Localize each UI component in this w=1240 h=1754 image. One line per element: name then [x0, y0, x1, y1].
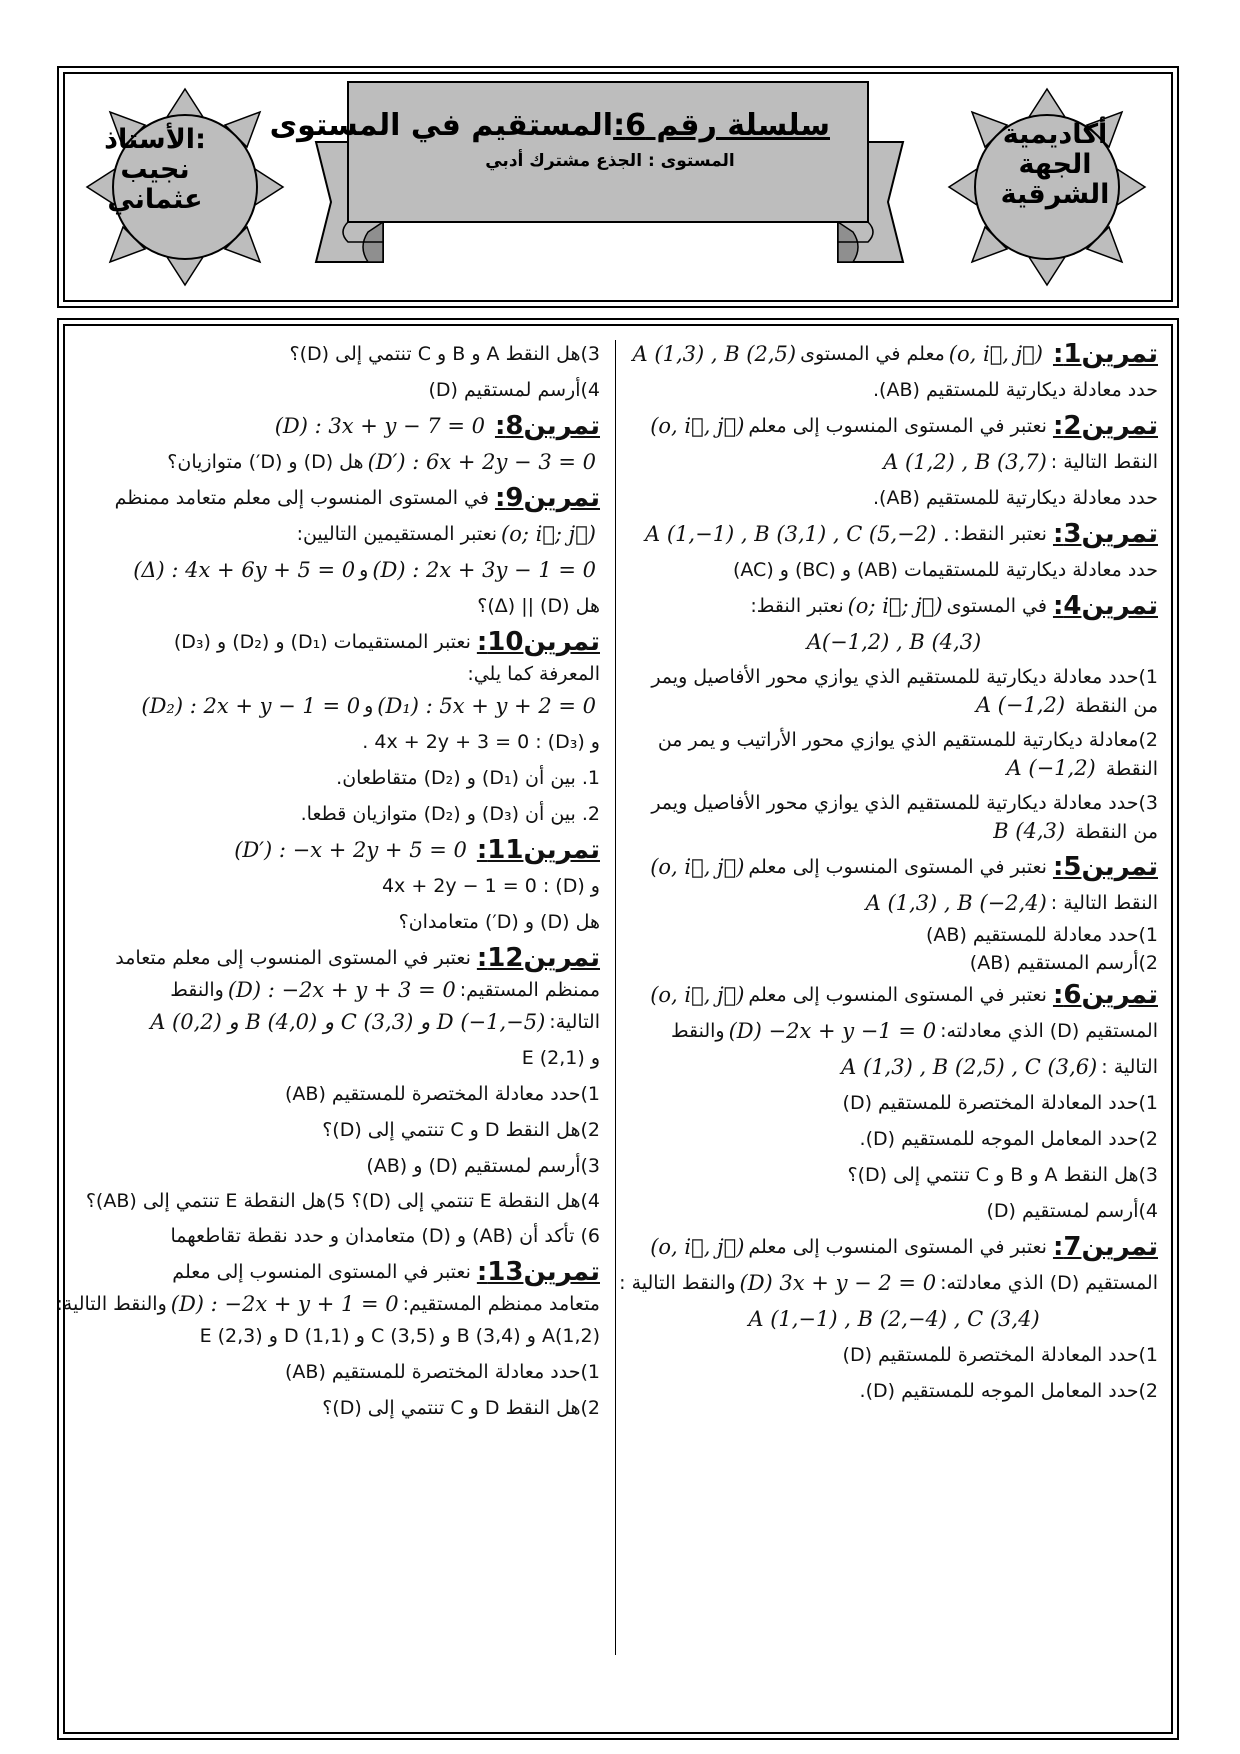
ex13-line1: تمرين13: نعتبر في المستوى المنسوب إلى معلم [172, 1257, 600, 1287]
ex6-q4: 4)أرسم لمستقيم (D) [986, 1200, 1158, 1222]
ex8-line1: تمرين8: (D) : 3x + y − 7 = 0 [274, 411, 600, 441]
ex12-line1: تمرين12: نعتبر في المستوى المنسوب إلى معلم متعامد [115, 943, 600, 973]
column-divider [615, 340, 616, 1655]
ex7-line3: A (1,−1) , B (2,−4) , C (3,4) [748, 1307, 1040, 1331]
ex13-label: تمرين13: [476, 1257, 600, 1287]
ex6-q3: 3)هل النقط A و B و C تنتمي إلى (D)؟ [847, 1164, 1158, 1186]
academy-label: أكاديمية الجهة الشرقية [1000, 119, 1110, 210]
ex12-q4: 4)هل النقطة E تنتمي إلى (D)؟ 5)هل النقطة E تنتمي إلى (AB)؟ [85, 1190, 600, 1212]
ex6-q1: 1)حدد المعادلة المختصرة للمستقيم (D) [842, 1092, 1158, 1114]
ex5-q1: 1)حدد معادلة للمستقيم (AB) [926, 924, 1158, 946]
ex12-q1: 1)حدد معادلة المختصرة للمستقيم (AB) [285, 1083, 600, 1105]
series-title: سلسلة رقم 6:المستقيم في المستوى [269, 108, 830, 143]
ex6-q2: 2)حدد المعامل الموجه للمستقيم (D). [859, 1128, 1158, 1150]
ex10-line1: تمرين10: نعتبر المستقيمات (D₁) و (D₂) و (D₃) [173, 627, 600, 657]
ex13-q2: 2)هل النقط D و C تنتمي إلى (D)؟ [322, 1397, 600, 1419]
ex2-label: تمرين2: [1052, 411, 1158, 441]
ex7-line1: تمرين7: نعتبر في المستوى المنسوب إلى معلم (o, i⃗, j⃗) [650, 1232, 1158, 1262]
ex12-line4: و E (2,1) [521, 1047, 600, 1069]
ex4-label: تمرين4: [1052, 591, 1158, 621]
ex12-line3: التالية: A (0,2) و B (4,0) و C (3,3) و D (−1,−5) [150, 1010, 600, 1034]
ex11-line3: هل (D) و (D′) متعامدان؟ [398, 911, 600, 933]
ex13-q1: 1)حدد معادلة المختصرة للمستقيم (AB) [285, 1361, 600, 1383]
ex4-q1: 1)حدد معادلة ديكارتية للمستقيم الذي يوازي محور الأفاصيل ويمر من النقطة A (−1,2) [651, 666, 1158, 717]
ex7-line2: المستقيم (D) الذي معادلته: (D) 3x + y − 2 = 0 والنقط التالية : [619, 1271, 1158, 1295]
ex11-line1: تمرين11: (D′) : −x + 2y + 5 = 0 [234, 835, 600, 865]
ex1-line2: حدد معادلة ديكارتية للمستقيم (AB). [873, 379, 1158, 401]
ex6-line2: المستقيم (D) الذي معادلته: (D) −2x + y −1 = 0 والنقط [670, 1019, 1158, 1043]
ex7-q4: 4)أرسم لمستقيم (D) [428, 379, 600, 401]
ex4-line2: A(−1,2) , B (4,3) [806, 630, 982, 654]
ex4-q2: 2)معادلة ديكارتية للمستقيم الذي يوازي محور الأراتيب و يمر من النقطة A (−1,2) [657, 729, 1158, 780]
ex6-line1: تمرين6: نعتبر في المستوى المنسوب إلى معلم (o, i⃗, j⃗) [650, 980, 1158, 1010]
ex4-line1: تمرين4: في المستوى (o; i⃗; j⃗) نعتبر النقط: [750, 591, 1158, 621]
ex8-label: تمرين8: [494, 411, 600, 441]
ex3-label: تمرين3: [1052, 519, 1158, 549]
ex10-line2: المعرفة كما يلي: [467, 663, 600, 685]
ex9-label: تمرين9: [494, 483, 600, 513]
ex2-line3: حدد معادلة ديكارتية للمستقيم (AB). [873, 487, 1158, 509]
left-column [56, 336, 600, 1426]
ex5-line1: تمرين5: نعتبر في المستوى المنسوب إلى معلم (o, i⃗, j⃗) [650, 852, 1158, 882]
ex10-q1: 1. بين أن (D₁) و (D₂) متقاطعان. [336, 767, 600, 789]
ex6-label: تمرين6: [1052, 980, 1158, 1010]
ex7-q1: 1)حدد المعادلة المختصرة للمستقيم (D) [842, 1344, 1158, 1366]
ex8-line2: (D′) : 6x + 2y − 3 = 0 هل (D) و (D′) متوازيان؟ [167, 450, 596, 474]
ex7-q2: 2)حدد المعامل الموجه للمستقيم (D). [859, 1380, 1158, 1402]
ex9-line3: (D) : 2x + 3y − 1 = 0 و (Δ) : 4x + 6y + 5 = 0 [133, 558, 596, 582]
ex6-line3: التالية : A (1,3) , B (2,5) , C (3,6) [841, 1055, 1158, 1079]
ex9-line2: (o; i⃗; j⃗) نعتبر المستقيمين التاليين: [296, 522, 596, 546]
ex13-line2: متعامد ممنظم المستقيم: (D) : −2x + y + 1 = 0 والنقط التالية: [56, 1292, 600, 1316]
ex3-line2: حدد معادلة ديكارتية للمستقيمات (AB) و (BC) و (AC) [732, 559, 1158, 581]
ex10-q2: 2. بين أن (D₃) و (D₂) متوازيان قطعا. [300, 803, 600, 825]
ex3-line1: تمرين3: نعتبر النقط: A (1,−1) , B (3,1) , C (5,−2) . [645, 519, 1158, 549]
ex9-line1: تمرين9: في المستوى المنسوب إلى معلم متعامد ممنظم [114, 483, 600, 513]
ex5-line2: النقط التالية : A (1,3) , B (−2,4) [865, 891, 1158, 915]
ex12-q2: 2)هل النقط D و C تنتمي إلى (D)؟ [322, 1119, 600, 1141]
ex4-q3: 3)حدد معادلة ديكارتية للمستقيم الذي يوازي محور الأفاصيل ويمر من النقطة B (4,3) [651, 792, 1158, 843]
series-subtitle: المستوى : الجذع مشترك أدبي [485, 151, 735, 171]
ex2-line1: تمرين2: نعتبر في المستوى المنسوب إلى معلم (o, i⃗, j⃗) [650, 411, 1158, 441]
ex9-line4: هل (D) || (Δ)؟ [477, 595, 600, 617]
ex1-label: تمرين1: [1052, 339, 1158, 369]
ex12-line2: ممنظم المستقيم: (D) : −2x + y + 3 = 0 والنقط [170, 978, 600, 1002]
ex12-label: تمرين12: [476, 943, 600, 973]
ex11-line2: و (D) : 4x + 2y − 1 = 0 [381, 875, 600, 897]
right-column [619, 336, 1158, 1409]
ex7-label: تمرين7: [1052, 1232, 1158, 1262]
ex2-line2: النقط التالية : A (1,2) , B (3,7) [883, 450, 1158, 474]
ex10-line4: و (D₃) : 4x + 2y + 3 = 0 . [362, 731, 600, 753]
ex12-q6: 6) تأكد أن (AB) و (D) متعامدان و حدد نقطة تقاطعهما [170, 1225, 600, 1247]
ex13-line3: A(1,2) و B (3,4) و C (3,5) و D (1,1) و E (2,3) [199, 1325, 600, 1347]
ex10-line3: (D₁) : 5x + y + 2 = 0 و (D₂) : 2x + y − 1 = 0 [141, 694, 596, 718]
ex5-q2: 2)أرسم المستقيم (AB) [969, 952, 1158, 974]
ex5-label: تمرين5: [1052, 852, 1158, 882]
ex1-line1: تمرين1: (o, i⃗, j⃗) معلم في المستوى A (1,3) , B (2,5) [632, 339, 1158, 369]
ex10-label: تمرين10: [476, 627, 600, 657]
ex7-q3: 3)هل النقط A و B و C تنتمي إلى (D)؟ [289, 343, 600, 365]
ex11-label: تمرين11: [476, 835, 600, 865]
teacher-label: الأستاذ: نجيب عثماني [104, 124, 206, 215]
ex12-q3: 3)أرسم لمستقيم (D) و (AB) [366, 1155, 600, 1177]
